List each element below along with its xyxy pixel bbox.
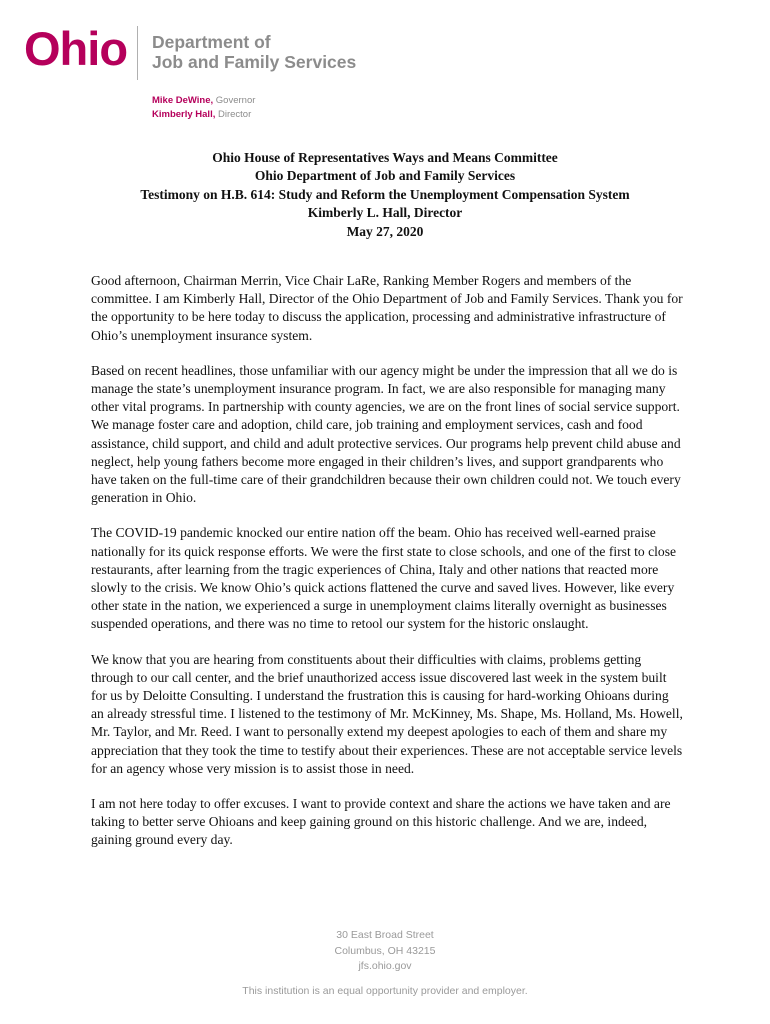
equal-opportunity-statement: This institution is an equal opportunity provider and employer.: [242, 985, 528, 997]
body-paragraph: Good afternoon, Chairman Merrin, Vice Chair LaRe, Ranking Member Rogers and members of the committee. I am Kimberly Hall, Director of the Ohio Department of Job and Family Services. Thank you for the opportunity to be here today to discuss the application, processing and administrative infrastructure of Ohio’s unemployment insurance system.: [91, 273, 683, 343]
address-street: 30 East Broad Street: [336, 929, 434, 941]
ohio-logo: Ohio: [24, 22, 128, 75]
officials-list: [152, 94, 255, 122]
body-paragraph: The COVID-19 pandemic knocked our entire nation off the beam. Ohio has received well-earned praise nationally for its quick response efforts. We were the first state to close schools, and one of the first to close restaurants, after learning from the tragic experiences of China, Italy and other nations that reacted more slowly to the crisis. We know Ohio’s quick actions flattened the curve and saved lives. However, like every other state in the nation, we experienced a surge in unemployment claims literally overnight as businesses suspended operations, and there was no time to retool our system for the historic onslaught.: [91, 525, 677, 632]
heading-speaker: Kimberly L. Hall, Director: [307, 205, 463, 221]
heading-committee: Ohio House of Representatives Ways and Means Committee: [212, 150, 558, 165]
logo-divider: [137, 26, 138, 80]
official-director: [152, 108, 255, 122]
testimony-body: [91, 272, 683, 867]
footer-address: [235, 928, 535, 975]
website-link[interactable]: jfs.ohio.gov: [358, 960, 412, 972]
official-role: Director: [215, 109, 252, 120]
official-role: Governor: [213, 95, 256, 106]
letterhead: [24, 20, 424, 82]
department-name-line2: Job and Family Services: [152, 52, 357, 72]
body-paragraph: Based on recent headlines, those unfamiliar with our agency might be under the impression that all we do is manage the state’s unemployment insurance program. In fact, we are also responsible for managing many other vital programs. In partnership with county agencies, we are on the front lines of social service support. We manage foster care and adoption, child care, job training and employment services, cash and food assistance, child support, and child and adult protective services. Our programs help prevent child abuse and neglect, help young fathers become more engaged in their children’s lives, and support grandparents who have taken on the full-time care of their grandchildren because their own children could not. We touch every generation in Ohio.: [91, 362, 681, 506]
heading-department: Ohio Department of Job and Family Services: [254, 168, 516, 184]
official-governor: [152, 94, 255, 108]
body-paragraph: I am not here today to offer excuses. I want to provide context and share the actions we have taken and are taking to better serve Ohioans and keep gaining ground on this historic challenge. And we are, indeed, gaining ground every day.: [91, 796, 671, 848]
department-name-line1: Department of: [152, 32, 271, 52]
official-name: Kimberly Hall,: [152, 109, 216, 120]
heading-bill: Testimony on H.B. 614: Study and Reform the Unemployment Compensation System: [140, 186, 630, 202]
official-name: Mike DeWine,: [152, 95, 214, 106]
address-city: Columbus, OH 43215: [334, 944, 436, 957]
heading-date: May 27, 2020: [346, 223, 424, 239]
testimony-heading: [60, 149, 710, 241]
department-name: [152, 32, 356, 72]
body-paragraph: We know that you are hearing from constituents about their difficulties with claims, problems getting through to our call center, and the brief unauthorized access issue discovered last week in the system built for us by Deloitte Consulting. I understand the frustration this is causing for hard-working Ohioans during an already stressful time. I listened to the testimony of Mr. McKinney, Ms. Shape, Ms. Holland, Ms. Howell, Mr. Taylor, and Mr. Reed. I want to personally extend my deepest apologies to each of them and share my appreciation that they took the time to testify about their experiences. These are not acceptable service levels for an agency whose very mission is to assist those in need.: [91, 651, 683, 776]
